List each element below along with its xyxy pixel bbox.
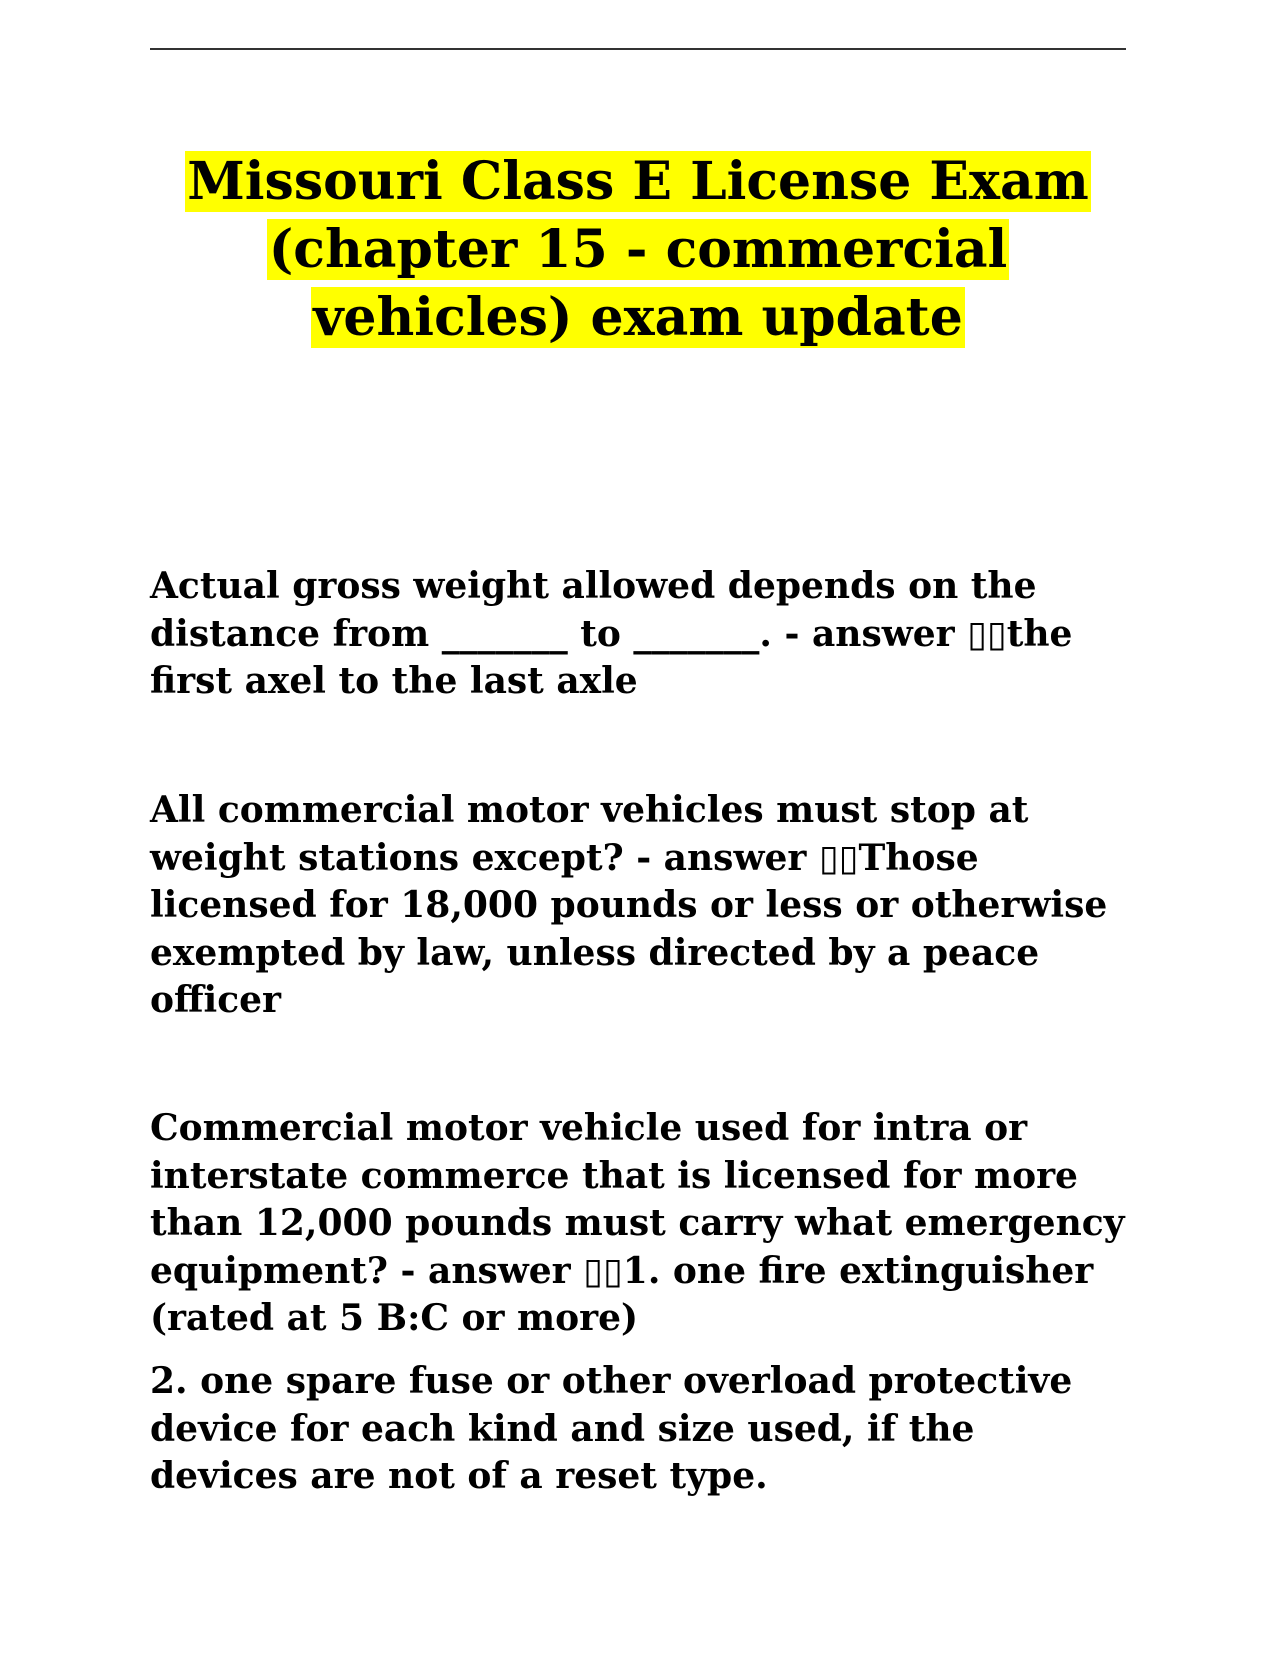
title-line-3: vehicles) exam update	[313, 287, 963, 348]
document-title	[150, 148, 1126, 352]
qa-item-emergency-equipment-continuation: 2. one spare fuse or other overload protective device for each kind and size used, if the devices are not of a reset type.	[150, 1360, 1073, 1497]
header-rule	[150, 48, 1126, 50]
title-line-2: (chapter 15 - commercial	[268, 219, 1008, 280]
title-line-1: Missouri Class E License Exam	[187, 151, 1089, 212]
qa-item-weight-stations: All commercial motor vehicles must stop at weight stations except? - answer ▯▯Those licensed for 18,000 pounds or less or otherwise exempted by law, unless directed by a peace officer	[150, 789, 1108, 1021]
qa-item-emergency-equipment: Commercial motor vehicle used for intra or interstate commerce that is licensed for more than 12,000 pounds must carry what emergency equipment? - answer ▯▯1. one fire extinguisher (rated at 5 B:C or more)	[150, 1107, 1125, 1339]
qa-item-gross-weight: Actual gross weight allowed depends on the distance from _______ to _______. - answer ▯▯the first axel to the last axle	[150, 565, 1073, 702]
